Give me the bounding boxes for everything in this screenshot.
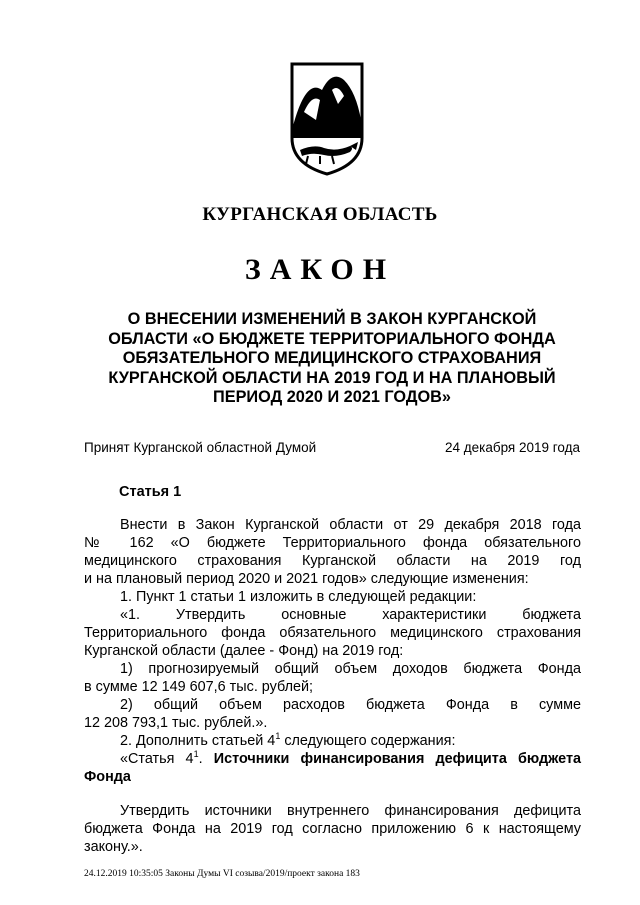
law-title-line: ОБЯЗАТЕЛЬНОГО МЕДИЦИНСКОГО СТРАХОВАНИЯ	[122, 349, 542, 367]
paragraph-line: медицинского страхования Курганской области на 2019 год	[84, 553, 581, 569]
coat-of-arms-icon	[288, 60, 366, 178]
new-article-title: Фонда	[84, 769, 131, 785]
paragraph-line: № 162 «О бюджете Территориального фонда обязательного	[84, 535, 581, 551]
law-title-line: КУРГАНСКОЙ ОБЛАСТИ НА 2019 ГОД И НА ПЛАНОВЫЙ	[108, 368, 556, 387]
list-item	[84, 732, 581, 750]
paragraph-line: в сумме 12 149 607,6 тыс. рублей;	[84, 679, 314, 695]
list-item: 1. Пункт 1 статьи 1 изложить в следующей редакции:	[120, 589, 477, 605]
paragraph-line: Курганской области (далее - Фонд) на 2019 год:	[84, 643, 404, 659]
paragraph-line: «1. Утвердить основные характеристики бюджета	[120, 607, 581, 623]
document-type: ЗАКОН	[244, 253, 396, 286]
superscript: 1	[275, 731, 281, 742]
text-run: «Статья 4	[120, 751, 194, 767]
paragraph-line: 12 208 793,1 тыс. рублей.».	[84, 715, 268, 731]
article-heading: Статья 1	[119, 484, 182, 500]
law-title	[90, 310, 574, 408]
law-title-line: ОБЛАСТИ «О БЮДЖЕТЕ ТЕРРИТОРИАЛЬНОГО ФОНДА	[108, 329, 556, 348]
article-body	[84, 516, 581, 856]
region-heading: КУРГАНСКАЯ ОБЛАСТЬ	[202, 204, 438, 225]
text-run: следующего содержания:	[280, 733, 456, 749]
adoption-date: 24 декабря 2019 года	[444, 440, 580, 455]
paragraph-line: закону.».	[84, 839, 143, 855]
new-article-heading	[84, 750, 581, 768]
adoption-text: Принят Курганской областной Думой	[84, 440, 317, 455]
law-title-line: ПЕРИОД 2020 И 2021 ГОДОВ»	[213, 388, 451, 406]
paragraph-line: Утвердить источники внутреннего финансирования дефицита	[120, 803, 581, 819]
superscript: 1	[193, 749, 199, 760]
law-title-line: О ВНЕСЕНИИ ИЗМЕНЕНИЙ В ЗАКОН КУРГАНСКОЙ	[127, 310, 537, 328]
text-run: 2. Дополнить статьей 4	[120, 733, 276, 749]
paragraph-line: Территориального фонда обязательного медицинского страхования	[84, 625, 581, 641]
text-run: .	[198, 751, 214, 767]
new-article-title-cont	[84, 768, 581, 786]
new-article-title: Источники финансирования дефицита бюджета	[213, 751, 581, 767]
document-footer: 24.12.2019 10:35:05 Законы Думы VI созыва/2019/проект закона 183	[84, 869, 360, 879]
paragraph-line: 2) общий объем расходов бюджета Фонда в сумме	[120, 697, 581, 713]
paragraph-line: 1) прогнозируемый общий объем доходов бюджета Фонда	[120, 661, 581, 677]
paragraph-line: и на плановый период 2020 и 2021 годов» следующие изменения:	[84, 571, 529, 587]
paragraph-line: бюджета Фонда на 2019 год согласно приложению 6 к настоящему	[84, 821, 581, 837]
paragraph-line: Внести в Закон Курганской области от 29 декабря 2018 года	[120, 517, 581, 533]
